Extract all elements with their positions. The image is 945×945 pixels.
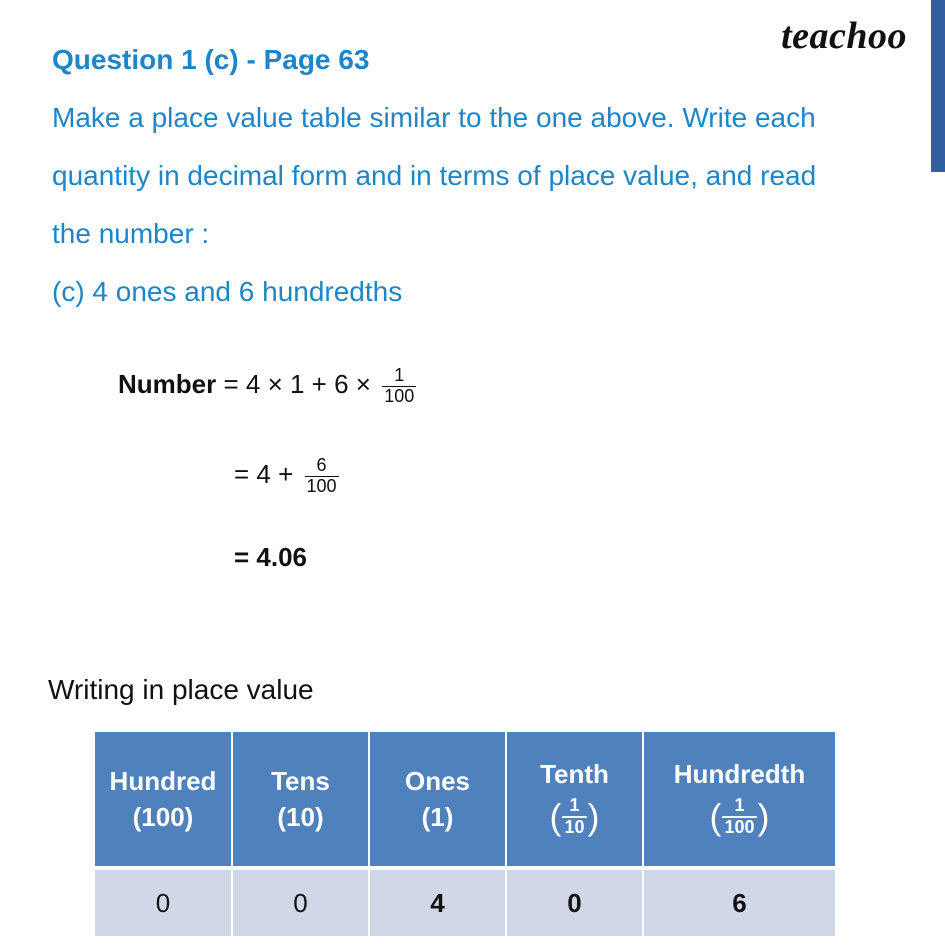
place-value-label: Writing in place value <box>48 674 314 705</box>
header-tens: Tens (10) <box>232 732 369 868</box>
place-value-table <box>95 732 835 936</box>
step2-expression: = 4 + <box>234 459 294 490</box>
step1-expression: = 4 × 1 + 6 × <box>223 369 371 400</box>
header-hundredth: Hundredth ( $\frac{1}{100}$ ) <box>643 732 835 868</box>
question-line-3: the number : <box>52 218 210 249</box>
header-tenth: Tenth ( $\frac{1}{10}$ ) <box>506 732 643 868</box>
teachoo-logo: teachoo <box>781 15 907 57</box>
scrollbar-thumb[interactable] <box>931 0 945 172</box>
solution-label: Number <box>118 369 217 400</box>
question-title: Question 1 (c) - Page 63 <box>52 44 370 75</box>
solution-step-1 <box>118 366 416 407</box>
value-hundredth: 6 <box>643 868 835 936</box>
value-tenth: 0 <box>506 868 643 936</box>
question-line-1: Make a place value table similar to the one above. Write each <box>52 102 816 133</box>
solution-step-2 <box>234 456 339 497</box>
table-header-row <box>95 732 835 868</box>
value-ones: 4 <box>369 868 506 936</box>
header-ones: Ones (1) <box>369 732 506 868</box>
value-tens: 0 <box>232 868 369 936</box>
value-hundred: 0 <box>95 868 232 936</box>
question-part-c: (c) 4 ones and 6 hundredths <box>52 276 403 307</box>
fraction-six-hundredths: $\frac{6}{100}$ <box>306 455 337 496</box>
header-hundred: Hundred (100) <box>95 732 232 868</box>
table-row <box>95 868 835 936</box>
solution-result: = 4.06 <box>234 542 308 572</box>
question-line-2: quantity in decimal form and in terms of place value, and read <box>52 160 817 191</box>
fraction-one-hundredth: $\frac{1}{100}$ <box>384 365 415 406</box>
